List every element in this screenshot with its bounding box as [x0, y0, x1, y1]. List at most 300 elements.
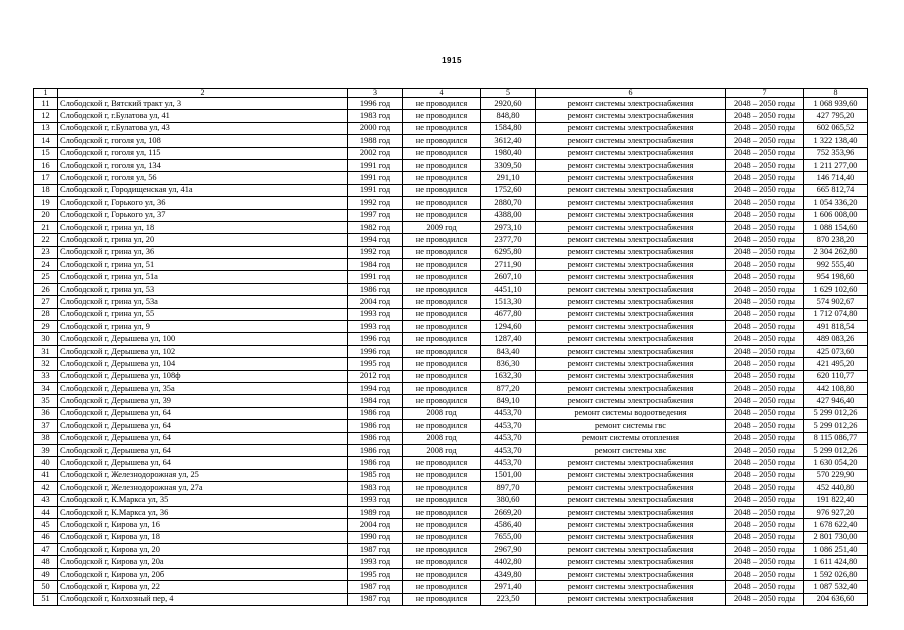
table-row — [34, 382, 868, 394]
cell-area: 2920,60 — [481, 98, 536, 110]
table-row — [34, 172, 868, 184]
cell-work-type: ремонт системы электроснабжения — [536, 581, 726, 593]
cell-work-type: ремонт системы электроснабжения — [536, 568, 726, 580]
cell-area: 1513,30 — [481, 296, 536, 308]
cell-build-year: 1995 год — [348, 358, 403, 370]
cell-build-year: 1987 год — [348, 593, 403, 605]
cell-address: Слободской г, г.Булатова ул, 43 — [58, 122, 348, 134]
cell-row-number: 15 — [34, 147, 58, 159]
cell-address: Слободской г, г.Булатова ул, 41 — [58, 110, 348, 122]
cell-cost: 452 440,80 — [804, 482, 868, 494]
cell-last-repair-year: не проводился — [403, 147, 481, 159]
cell-planned-period: 2048 – 2050 годы — [726, 98, 804, 110]
cell-last-repair-year: не проводился — [403, 519, 481, 531]
table-row — [34, 420, 868, 432]
cell-row-number: 31 — [34, 345, 58, 357]
cell-build-year: 1995 год — [348, 568, 403, 580]
cell-address: Слободской г, Горького ул, 37 — [58, 209, 348, 221]
cell-cost: 491 818,54 — [804, 321, 868, 333]
cell-work-type: ремонт системы электроснабжения — [536, 457, 726, 469]
cell-row-number: 28 — [34, 308, 58, 320]
cell-cost: 665 812,74 — [804, 184, 868, 196]
cell-build-year: 2012 год — [348, 370, 403, 382]
cell-row-number: 45 — [34, 519, 58, 531]
cell-row-number: 26 — [34, 283, 58, 295]
cell-work-type: ремонт системы электроснабжения — [536, 159, 726, 171]
table-row — [34, 432, 868, 444]
cell-cost: 574 902,67 — [804, 296, 868, 308]
cell-area: 1632,30 — [481, 370, 536, 382]
cell-cost: 1 678 622,40 — [804, 519, 868, 531]
cell-cost: 1 088 154,60 — [804, 221, 868, 233]
cell-address: Слободской г, грина ул, 51 — [58, 259, 348, 271]
cell-row-number: 34 — [34, 382, 58, 394]
cell-build-year: 1996 год — [348, 345, 403, 357]
cell-area: 4388,00 — [481, 209, 536, 221]
cell-planned-period: 2048 – 2050 годы — [726, 308, 804, 320]
cell-last-repair-year: не проводился — [403, 544, 481, 556]
cell-row-number: 20 — [34, 209, 58, 221]
cell-area: 2971,40 — [481, 581, 536, 593]
cell-planned-period: 2048 – 2050 годы — [726, 159, 804, 171]
cell-last-repair-year: не проводился — [403, 296, 481, 308]
cell-planned-period: 2048 – 2050 годы — [726, 259, 804, 271]
cell-planned-period: 2048 – 2050 годы — [726, 135, 804, 147]
cell-row-number: 36 — [34, 407, 58, 419]
table-row — [34, 321, 868, 333]
cell-address: Слободской г, Кирова ул, 18 — [58, 531, 348, 543]
cell-row-number: 37 — [34, 420, 58, 432]
cell-build-year: 2002 год — [348, 147, 403, 159]
table-row — [34, 197, 868, 209]
cell-last-repair-year: не проводился — [403, 98, 481, 110]
cell-cost: 1 068 939,60 — [804, 98, 868, 110]
cell-work-type: ремонт системы электроснабжения — [536, 259, 726, 271]
cell-work-type: ремонт системы электроснабжения — [536, 197, 726, 209]
cell-work-type: ремонт системы электроснабжения — [536, 110, 726, 122]
cell-cost: 1 086 251,40 — [804, 544, 868, 556]
page-number: 1915 — [442, 56, 462, 65]
cell-planned-period: 2048 – 2050 годы — [726, 506, 804, 518]
cell-address: Слободской г, грина ул, 51а — [58, 271, 348, 283]
cell-last-repair-year: не проводился — [403, 482, 481, 494]
cell-row-number: 23 — [34, 246, 58, 258]
cell-address: Слободской г, гоголя ул, 56 — [58, 172, 348, 184]
cell-build-year: 1997 год — [348, 209, 403, 221]
cell-cost: 954 198,60 — [804, 271, 868, 283]
cell-area: 1501,00 — [481, 469, 536, 481]
cell-last-repair-year: 2009 год — [403, 221, 481, 233]
cell-last-repair-year: не проводился — [403, 494, 481, 506]
cell-last-repair-year: не проводился — [403, 271, 481, 283]
cell-planned-period: 2048 – 2050 годы — [726, 432, 804, 444]
cell-address: Слободской г, Дерышева ул, 100 — [58, 333, 348, 345]
cell-address: Слободской г, Железнодорожная ул, 25 — [58, 469, 348, 481]
cell-planned-period: 2048 – 2050 годы — [726, 122, 804, 134]
cell-area: 1980,40 — [481, 147, 536, 159]
cell-planned-period: 2048 – 2050 годы — [726, 531, 804, 543]
cell-planned-period: 2048 – 2050 годы — [726, 184, 804, 196]
cell-planned-period: 2048 – 2050 годы — [726, 358, 804, 370]
cell-row-number: 42 — [34, 482, 58, 494]
cell-cost: 1 322 138,40 — [804, 135, 868, 147]
cell-area: 4453,70 — [481, 420, 536, 432]
table-row — [34, 296, 868, 308]
cell-cost: 1 087 532,40 — [804, 581, 868, 593]
cell-last-repair-year: не проводился — [403, 358, 481, 370]
cell-area: 2377,70 — [481, 234, 536, 246]
table-row — [34, 358, 868, 370]
cell-address: Слободской г, К.Маркса ул, 35 — [58, 494, 348, 506]
cell-area: 4586,40 — [481, 519, 536, 531]
cell-row-number: 38 — [34, 432, 58, 444]
cell-area: 2967,90 — [481, 544, 536, 556]
table-row — [34, 531, 868, 543]
cell-area: 4453,70 — [481, 432, 536, 444]
cell-area: 4677,80 — [481, 308, 536, 320]
cell-build-year: 1984 год — [348, 395, 403, 407]
cell-address: Слободской г, Кирова ул, 20 — [58, 544, 348, 556]
column-header-2: 2 — [58, 89, 348, 98]
cell-area: 836,30 — [481, 358, 536, 370]
table-body — [34, 98, 868, 606]
table-row — [34, 407, 868, 419]
cell-planned-period: 2048 – 2050 годы — [726, 197, 804, 209]
table-row — [34, 469, 868, 481]
cell-cost: 992 555,40 — [804, 259, 868, 271]
cell-build-year: 1990 год — [348, 531, 403, 543]
cell-last-repair-year: не проводился — [403, 159, 481, 171]
cell-work-type: ремонт системы электроснабжения — [536, 122, 726, 134]
cell-work-type: ремонт системы электроснабжения — [536, 494, 726, 506]
cell-area: 3612,40 — [481, 135, 536, 147]
cell-build-year: 1988 год — [348, 135, 403, 147]
cell-address: Слободской г, грина ул, 18 — [58, 221, 348, 233]
cell-last-repair-year: не проводился — [403, 308, 481, 320]
cell-planned-period: 2048 – 2050 годы — [726, 593, 804, 605]
cell-build-year: 1984 год — [348, 259, 403, 271]
cell-last-repair-year: 2008 год — [403, 407, 481, 419]
cell-cost: 1 592 026,80 — [804, 568, 868, 580]
cell-area: 897,70 — [481, 482, 536, 494]
cell-planned-period: 2048 – 2050 годы — [726, 283, 804, 295]
cell-row-number: 27 — [34, 296, 58, 308]
cell-work-type: ремонт системы электроснабжения — [536, 556, 726, 568]
cell-row-number: 19 — [34, 197, 58, 209]
table-row — [34, 457, 868, 469]
cell-last-repair-year: не проводился — [403, 506, 481, 518]
cell-last-repair-year: не проводился — [403, 469, 481, 481]
cell-work-type: ремонт системы электроснабжения — [536, 209, 726, 221]
column-header-8: 8 — [804, 89, 868, 98]
cell-work-type: ремонт системы электроснабжения — [536, 147, 726, 159]
cell-address: Слободской г, Дерышева ул, 64 — [58, 432, 348, 444]
cell-build-year: 1985 год — [348, 469, 403, 481]
cell-address: Слободской г, Горького ул, 36 — [58, 197, 348, 209]
cell-area: 4453,70 — [481, 457, 536, 469]
cell-work-type: ремонт системы водоотведения — [536, 407, 726, 419]
cell-address: Слободской г, Дерышева ул, 35а — [58, 382, 348, 394]
cell-area: 7655,00 — [481, 531, 536, 543]
cell-cost: 427 795,20 — [804, 110, 868, 122]
cell-area: 1752,60 — [481, 184, 536, 196]
cell-area: 848,80 — [481, 110, 536, 122]
cell-build-year: 1994 год — [348, 234, 403, 246]
cell-row-number: 35 — [34, 395, 58, 407]
cell-area: 223,50 — [481, 593, 536, 605]
table-header — [34, 89, 868, 98]
cell-work-type: ремонт системы электроснабжения — [536, 506, 726, 518]
cell-address: Слободской г, Кирова ул, 22 — [58, 581, 348, 593]
cell-work-type: ремонт системы отопления — [536, 432, 726, 444]
column-header-7: 7 — [726, 89, 804, 98]
cell-build-year: 1996 год — [348, 98, 403, 110]
cell-row-number: 49 — [34, 568, 58, 580]
cell-row-number: 50 — [34, 581, 58, 593]
cell-build-year: 1992 год — [348, 197, 403, 209]
table-row — [34, 308, 868, 320]
table-row — [34, 234, 868, 246]
cell-last-repair-year: не проводился — [403, 556, 481, 568]
cell-build-year: 2004 год — [348, 296, 403, 308]
cell-planned-period: 2048 – 2050 годы — [726, 556, 804, 568]
table-row — [34, 135, 868, 147]
cell-cost: 191 822,40 — [804, 494, 868, 506]
cell-area: 380,60 — [481, 494, 536, 506]
table-row — [34, 593, 868, 605]
cell-build-year: 1994 год — [348, 382, 403, 394]
cell-build-year: 1991 год — [348, 184, 403, 196]
cell-build-year: 1983 год — [348, 482, 403, 494]
cell-planned-period: 2048 – 2050 годы — [726, 457, 804, 469]
cell-address: Слободской г, Колхозный пер, 4 — [58, 593, 348, 605]
cell-planned-period: 2048 – 2050 годы — [726, 271, 804, 283]
cell-work-type: ремонт системы электроснабжения — [536, 358, 726, 370]
table-row — [34, 221, 868, 233]
cell-row-number: 32 — [34, 358, 58, 370]
cell-cost: 427 946,40 — [804, 395, 868, 407]
cell-build-year: 2000 год — [348, 122, 403, 134]
cell-last-repair-year: не проводился — [403, 172, 481, 184]
cell-cost: 5 299 012,26 — [804, 420, 868, 432]
cell-area: 4402,80 — [481, 556, 536, 568]
cell-work-type: ремонт системы электроснабжения — [536, 221, 726, 233]
cell-row-number: 41 — [34, 469, 58, 481]
cell-last-repair-year: не проводился — [403, 209, 481, 221]
cell-planned-period: 2048 – 2050 годы — [726, 469, 804, 481]
cell-area: 2607,10 — [481, 271, 536, 283]
cell-cost: 146 714,40 — [804, 172, 868, 184]
cell-area: 1584,80 — [481, 122, 536, 134]
column-header-4: 4 — [403, 89, 481, 98]
cell-address: Слободской г, Городищенская ул, 41а — [58, 184, 348, 196]
cell-row-number: 16 — [34, 159, 58, 171]
cell-build-year: 1991 год — [348, 159, 403, 171]
cell-planned-period: 2048 – 2050 годы — [726, 482, 804, 494]
cell-address: Слободской г, Дерышева ул, 108ф — [58, 370, 348, 382]
cell-row-number: 47 — [34, 544, 58, 556]
table-row — [34, 184, 868, 196]
cell-build-year: 1986 год — [348, 283, 403, 295]
table-row — [34, 581, 868, 593]
header-row — [34, 89, 868, 98]
table-row — [34, 283, 868, 295]
cell-build-year: 1986 год — [348, 420, 403, 432]
cell-work-type: ремонт системы хвс — [536, 444, 726, 456]
cell-address: Слободской г, грина ул, 55 — [58, 308, 348, 320]
cell-address: Слободской г, Дерышева ул, 104 — [58, 358, 348, 370]
cell-area: 1287,40 — [481, 333, 536, 345]
cell-row-number: 21 — [34, 221, 58, 233]
cell-address: Слободской г, грина ул, 9 — [58, 321, 348, 333]
cell-last-repair-year: не проводился — [403, 420, 481, 432]
cell-build-year: 2004 год — [348, 519, 403, 531]
table-row — [34, 444, 868, 456]
cell-work-type: ремонт системы электроснабжения — [536, 271, 726, 283]
cell-address: Слободской г, Дерышева ул, 64 — [58, 420, 348, 432]
cell-area: 291,10 — [481, 172, 536, 184]
cell-cost: 1 630 054,20 — [804, 457, 868, 469]
column-header-5: 5 — [481, 89, 536, 98]
cell-planned-period: 2048 – 2050 годы — [726, 221, 804, 233]
cell-address: Слободской г, грина ул, 53а — [58, 296, 348, 308]
table-row — [34, 122, 868, 134]
cell-area: 4349,80 — [481, 568, 536, 580]
cell-address: Слободской г, грина ул, 20 — [58, 234, 348, 246]
cell-area: 1294,60 — [481, 321, 536, 333]
cell-row-number: 25 — [34, 271, 58, 283]
cell-planned-period: 2048 – 2050 годы — [726, 333, 804, 345]
column-header-1: 1 — [34, 89, 58, 98]
table-row — [34, 209, 868, 221]
cell-planned-period: 2048 – 2050 годы — [726, 234, 804, 246]
cell-work-type: ремонт системы гвс — [536, 420, 726, 432]
cell-planned-period: 2048 – 2050 годы — [726, 370, 804, 382]
cell-row-number: 39 — [34, 444, 58, 456]
table-row — [34, 506, 868, 518]
cell-planned-period: 2048 – 2050 годы — [726, 407, 804, 419]
cell-planned-period: 2048 – 2050 годы — [726, 296, 804, 308]
cell-address: Слободской г, Дерышева ул, 64 — [58, 457, 348, 469]
cell-work-type: ремонт системы электроснабжения — [536, 246, 726, 258]
cell-cost: 1 606 008,00 — [804, 209, 868, 221]
cell-last-repair-year: не проводился — [403, 234, 481, 246]
table-row — [34, 246, 868, 258]
cell-work-type: ремонт системы электроснабжения — [536, 333, 726, 345]
table-row — [34, 345, 868, 357]
cell-work-type: ремонт системы электроснабжения — [536, 308, 726, 320]
cell-area: 4451,10 — [481, 283, 536, 295]
cell-cost: 421 495,20 — [804, 358, 868, 370]
table-row — [34, 544, 868, 556]
cell-row-number: 11 — [34, 98, 58, 110]
cell-cost: 1 211 277,00 — [804, 159, 868, 171]
cell-last-repair-year: не проводился — [403, 370, 481, 382]
cell-work-type: ремонт системы электроснабжения — [536, 544, 726, 556]
cell-work-type: ремонт системы электроснабжения — [536, 98, 726, 110]
cell-address: Слободской г, грина ул, 53 — [58, 283, 348, 295]
cell-address: Слободской г, Дерышева ул, 102 — [58, 345, 348, 357]
cell-work-type: ремонт системы электроснабжения — [536, 482, 726, 494]
cell-planned-period: 2048 – 2050 годы — [726, 321, 804, 333]
cell-work-type: ремонт системы электроснабжения — [536, 370, 726, 382]
cell-area: 2880,70 — [481, 197, 536, 209]
cell-area: 877,20 — [481, 382, 536, 394]
table-row — [34, 568, 868, 580]
cell-work-type: ремонт системы электроснабжения — [536, 345, 726, 357]
cell-build-year: 1996 год — [348, 333, 403, 345]
cell-planned-period: 2048 – 2050 годы — [726, 420, 804, 432]
table-row — [34, 482, 868, 494]
cell-work-type: ремонт системы электроснабжения — [536, 531, 726, 543]
cell-row-number: 43 — [34, 494, 58, 506]
cell-build-year: 1987 год — [348, 581, 403, 593]
cell-cost: 1 712 074,80 — [804, 308, 868, 320]
cell-work-type: ремонт системы электроснабжения — [536, 283, 726, 295]
cell-planned-period: 2048 – 2050 годы — [726, 209, 804, 221]
cell-cost: 5 299 012,26 — [804, 407, 868, 419]
cell-row-number: 48 — [34, 556, 58, 568]
cell-cost: 2 801 730,00 — [804, 531, 868, 543]
cell-area: 2669,20 — [481, 506, 536, 518]
cell-area: 4453,70 — [481, 444, 536, 456]
cell-area: 3309,50 — [481, 159, 536, 171]
table-row — [34, 271, 868, 283]
cell-address: Слободской г, К.Маркса ул, 36 — [58, 506, 348, 518]
cell-last-repair-year: не проводился — [403, 283, 481, 295]
cell-cost: 870 238,20 — [804, 234, 868, 246]
cell-address: Слободской г, грина ул, 36 — [58, 246, 348, 258]
cell-cost: 489 083,26 — [804, 333, 868, 345]
cell-row-number: 22 — [34, 234, 58, 246]
table-row — [34, 159, 868, 171]
cell-planned-period: 2048 – 2050 годы — [726, 494, 804, 506]
cell-work-type: ремонт системы электроснабжения — [536, 296, 726, 308]
table-row — [34, 519, 868, 531]
table-row — [34, 259, 868, 271]
cell-last-repair-year: не проводился — [403, 395, 481, 407]
cell-row-number: 18 — [34, 184, 58, 196]
cell-last-repair-year: не проводился — [403, 333, 481, 345]
cell-cost: 1 054 336,20 — [804, 197, 868, 209]
cell-address: Слободской г, Дерышева ул, 64 — [58, 444, 348, 456]
cell-row-number: 46 — [34, 531, 58, 543]
cell-last-repair-year: не проводился — [403, 593, 481, 605]
cell-cost: 976 927,20 — [804, 506, 868, 518]
cell-build-year: 1986 год — [348, 444, 403, 456]
cell-planned-period: 2048 – 2050 годы — [726, 246, 804, 258]
cell-row-number: 30 — [34, 333, 58, 345]
cell-cost: 1 629 102,60 — [804, 283, 868, 295]
cell-planned-period: 2048 – 2050 годы — [726, 395, 804, 407]
cell-build-year: 1982 год — [348, 221, 403, 233]
table-row — [34, 556, 868, 568]
cell-last-repair-year: не проводился — [403, 110, 481, 122]
cell-cost: 570 229,90 — [804, 469, 868, 481]
cell-last-repair-year: не проводился — [403, 184, 481, 196]
cell-cost: 1 611 424,80 — [804, 556, 868, 568]
cell-planned-period: 2048 – 2050 годы — [726, 544, 804, 556]
cell-last-repair-year: 2008 год — [403, 444, 481, 456]
cell-build-year: 1991 год — [348, 172, 403, 184]
cell-row-number: 40 — [34, 457, 58, 469]
cell-row-number: 29 — [34, 321, 58, 333]
cell-build-year: 1983 год — [348, 110, 403, 122]
cell-build-year: 1993 год — [348, 308, 403, 320]
table-row — [34, 395, 868, 407]
column-header-3: 3 — [348, 89, 403, 98]
repair-schedule-table — [33, 88, 868, 606]
